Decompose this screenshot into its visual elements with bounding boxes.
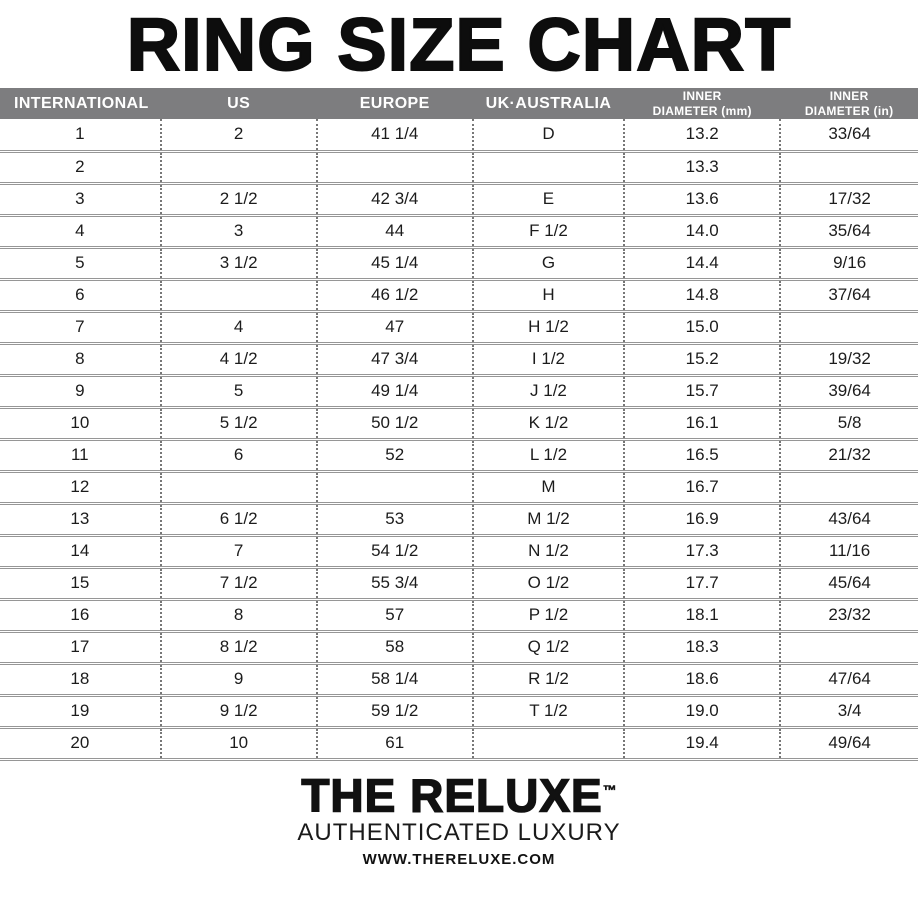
cell-inner-diameter-in: 45/64 [780, 567, 918, 599]
cell-inner-diameter-in: 11/16 [780, 535, 918, 567]
cell-us: 5 1/2 [161, 407, 317, 439]
cell-us: 2 1/2 [161, 183, 317, 215]
cell-inner-diameter-in [780, 631, 918, 663]
table-row [0, 343, 918, 375]
cell-uk-australia: H [473, 279, 624, 311]
cell-inner-diameter-mm: 17.3 [624, 535, 780, 567]
cell-inner-diameter-mm: 15.2 [624, 343, 780, 375]
page-title: RING SIZE CHART [126, 3, 792, 86]
cell-europe: 59 1/2 [317, 695, 473, 727]
cell-us: 9 1/2 [161, 695, 317, 727]
cell-international: 4 [75, 221, 85, 240]
cell-international: 13 [70, 509, 90, 528]
cell-inner-diameter-mm: 16.5 [624, 439, 780, 471]
cell-us [161, 471, 317, 503]
cell-inner-diameter-in: 47/64 [780, 663, 918, 695]
table-row [0, 567, 918, 599]
cell-uk-australia: I 1/2 [473, 343, 624, 375]
brand-logo [0, 766, 918, 819]
cell-inner-diameter-in: 9/16 [780, 247, 918, 279]
cell-international: 7 [75, 317, 85, 336]
cell-international: 1 [75, 124, 85, 144]
table-row [0, 599, 918, 631]
cell-international: 3 [75, 189, 85, 208]
cell-uk-australia: G [473, 247, 624, 279]
cell-us: 10 [161, 727, 317, 759]
table-row [0, 311, 918, 343]
cell-europe: 55 3/4 [317, 567, 473, 599]
cell-inner-diameter-in: 21/32 [780, 439, 918, 471]
cell-uk-australia: J 1/2 [473, 375, 624, 407]
header-row [0, 88, 918, 119]
cell-inner-diameter-in [780, 311, 918, 343]
cell-europe: 50 1/2 [317, 407, 473, 439]
table-row [0, 119, 918, 151]
ring-size-table [0, 88, 918, 761]
cell-inner-diameter-in: 17/32 [780, 183, 918, 215]
cell-inner-diameter-in: 39/64 [780, 375, 918, 407]
table-row [0, 183, 918, 215]
cell-inner-diameter-in: 37/64 [780, 279, 918, 311]
cell-inner-diameter-in: 43/64 [780, 503, 918, 535]
table-row [0, 247, 918, 279]
cell-inner-diameter-mm: 13.3 [624, 151, 780, 183]
cell-us: 4 1/2 [161, 343, 317, 375]
cell-international: 16 [70, 605, 90, 624]
cell-us: 2 [161, 119, 317, 151]
column-header-europe: EUROPE [317, 88, 473, 119]
cell-inner-diameter-in [780, 151, 918, 183]
cell-europe: 49 1/4 [317, 375, 473, 407]
cell-uk-australia: E [473, 183, 624, 215]
cell-us: 3 [161, 215, 317, 247]
column-header-uk-australia: UK·AUSTRALIA [473, 88, 624, 119]
cell-international: 8 [75, 349, 85, 368]
cell-us: 8 1/2 [161, 631, 317, 663]
cell-us: 3 1/2 [161, 247, 317, 279]
cell-uk-australia: T 1/2 [473, 695, 624, 727]
column-header-inner-diameter-mm: INNER DIAMETER (mm) [624, 88, 780, 119]
cell-inner-diameter-in: 35/64 [780, 215, 918, 247]
cell-uk-australia: H 1/2 [473, 311, 624, 343]
cell-international: 2 [75, 157, 85, 176]
cell-inner-diameter-mm: 18.3 [624, 631, 780, 663]
cell-inner-diameter-mm: 17.7 [624, 567, 780, 599]
table-row [0, 407, 918, 439]
cell-inner-diameter-mm: 16.9 [624, 503, 780, 535]
table-row [0, 663, 918, 695]
table-row [0, 695, 918, 727]
cell-uk-australia: D [473, 119, 624, 151]
cell-inner-diameter-mm: 19.0 [624, 695, 780, 727]
cell-international: 17 [70, 637, 90, 656]
cell-international: 10 [70, 413, 90, 432]
cell-europe: 58 [317, 631, 473, 663]
cell-inner-diameter-in: 19/32 [780, 343, 918, 375]
cell-inner-diameter-in [780, 471, 918, 503]
cell-inner-diameter-mm: 13.6 [624, 183, 780, 215]
table-row [0, 471, 918, 503]
ring-size-chart-page [0, 2, 918, 920]
cell-europe: 52 [317, 439, 473, 471]
cell-international: 18 [70, 669, 90, 688]
cell-europe [317, 151, 473, 183]
cell-inner-diameter-in: 3/4 [780, 695, 918, 727]
table-row [0, 727, 918, 759]
cell-us [161, 151, 317, 183]
cell-inner-diameter-mm: 14.8 [624, 279, 780, 311]
footer [0, 766, 918, 868]
cell-international: 11 [70, 445, 89, 464]
cell-us: 7 [161, 535, 317, 567]
table-row [0, 151, 918, 183]
column-header-us: US [161, 88, 317, 119]
cell-international: 20 [70, 733, 90, 752]
brand-tagline: AUTHENTICATED LUXURY [297, 818, 621, 846]
cell-uk-australia [473, 727, 624, 759]
table-row [0, 439, 918, 471]
table-row [0, 375, 918, 407]
cell-inner-diameter-in: 33/64 [780, 119, 918, 151]
trademark-symbol: ™ [602, 781, 617, 798]
cell-international: 14 [70, 541, 90, 560]
cell-inner-diameter-in: 5/8 [780, 407, 918, 439]
cell-inner-diameter-mm: 15.0 [624, 311, 780, 343]
cell-us: 6 [161, 439, 317, 471]
cell-europe: 61 [317, 727, 473, 759]
cell-europe: 58 1/4 [317, 663, 473, 695]
cell-uk-australia [473, 151, 624, 183]
cell-international: 19 [70, 701, 90, 720]
cell-inner-diameter-mm: 15.7 [624, 375, 780, 407]
cell-international: 6 [75, 285, 85, 304]
cell-inner-diameter-mm: 18.1 [624, 599, 780, 631]
cell-uk-australia: R 1/2 [473, 663, 624, 695]
cell-uk-australia: K 1/2 [473, 407, 624, 439]
brand-name: THE RELUXE [301, 768, 603, 821]
cell-uk-australia: F 1/2 [473, 215, 624, 247]
website-url: WWW.THERELUXE.COM [362, 850, 556, 868]
cell-us: 5 [161, 375, 317, 407]
table-body [0, 119, 918, 759]
cell-uk-australia: M 1/2 [473, 503, 624, 535]
cell-international: 12 [70, 477, 90, 496]
cell-international: 5 [75, 253, 85, 272]
cell-europe: 53 [317, 503, 473, 535]
cell-uk-australia: O 1/2 [473, 567, 624, 599]
cell-international: 15 [70, 573, 90, 592]
cell-inner-diameter-in: 23/32 [780, 599, 918, 631]
cell-uk-australia: P 1/2 [473, 599, 624, 631]
table-row [0, 535, 918, 567]
cell-inner-diameter-mm: 14.0 [624, 215, 780, 247]
cell-europe: 41 1/4 [317, 119, 473, 151]
cell-europe: 54 1/2 [317, 535, 473, 567]
cell-us: 7 1/2 [161, 567, 317, 599]
cell-europe: 42 3/4 [317, 183, 473, 215]
cell-inner-diameter-mm: 14.4 [624, 247, 780, 279]
cell-us: 9 [161, 663, 317, 695]
cell-uk-australia: M [473, 471, 624, 503]
cell-europe: 45 1/4 [317, 247, 473, 279]
cell-inner-diameter-mm: 18.6 [624, 663, 780, 695]
cell-europe [317, 471, 473, 503]
cell-uk-australia: L 1/2 [473, 439, 624, 471]
table-row [0, 215, 918, 247]
cell-europe: 47 [317, 311, 473, 343]
cell-us: 6 1/2 [161, 503, 317, 535]
cell-uk-australia: N 1/2 [473, 535, 624, 567]
cell-europe: 44 [317, 215, 473, 247]
cell-us [161, 279, 317, 311]
cell-us: 4 [161, 311, 317, 343]
table-row [0, 631, 918, 663]
cell-international: 9 [75, 381, 85, 400]
cell-inner-diameter-mm: 13.2 [624, 119, 780, 151]
cell-us: 8 [161, 599, 317, 631]
cell-uk-australia: Q 1/2 [473, 631, 624, 663]
cell-europe: 46 1/2 [317, 279, 473, 311]
column-header-inner-diameter-in: INNER DIAMETER (in) [780, 88, 918, 119]
cell-inner-diameter-in: 49/64 [780, 727, 918, 759]
table-row [0, 279, 918, 311]
cell-inner-diameter-mm: 16.7 [624, 471, 780, 503]
cell-europe: 47 3/4 [317, 343, 473, 375]
column-header-international: INTERNATIONAL [0, 88, 161, 119]
table-header [0, 88, 918, 119]
cell-europe: 57 [317, 599, 473, 631]
cell-inner-diameter-mm: 19.4 [624, 727, 780, 759]
cell-inner-diameter-mm: 16.1 [624, 407, 780, 439]
table-row [0, 503, 918, 535]
